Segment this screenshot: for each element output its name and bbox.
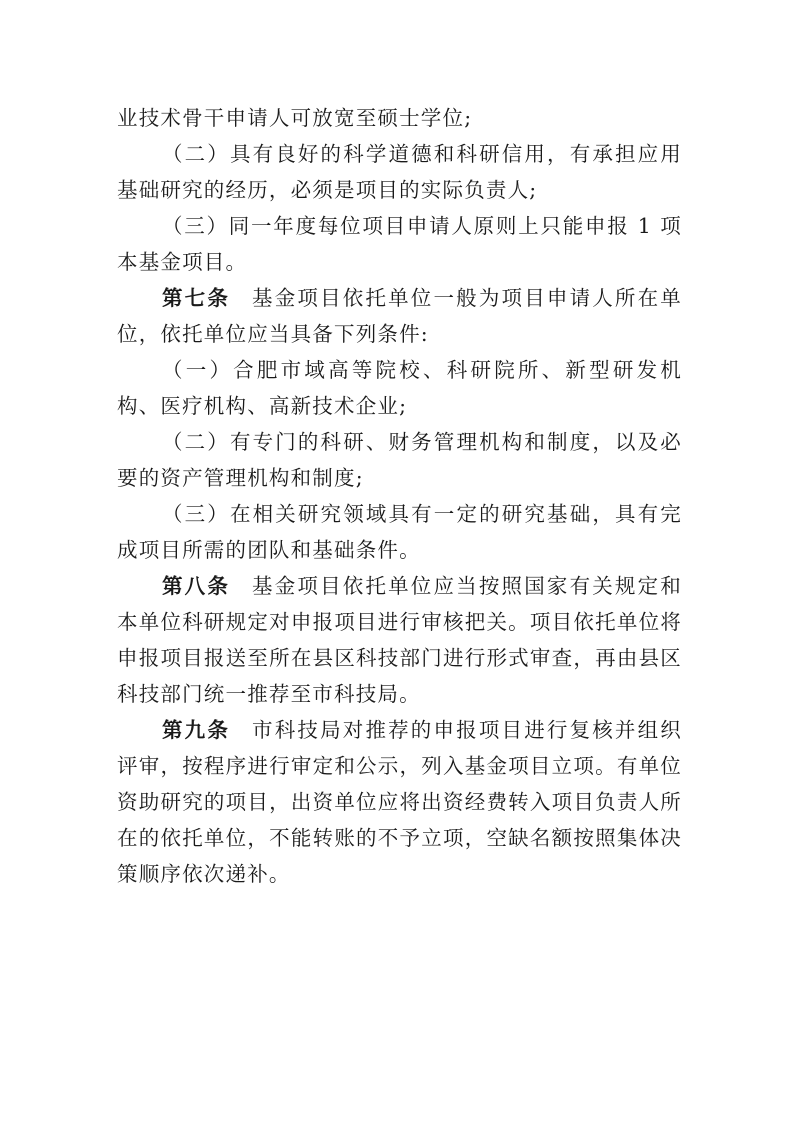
article-8 [117, 568, 682, 712]
paragraph-text: （一）合肥市域高等院校、科研院所、新型研发机构、医疗机构、高新技术企业; [117, 358, 682, 418]
paragraph-item-3 [117, 496, 682, 568]
article-label: 第七条 [162, 286, 231, 310]
paragraph-item-3 [117, 208, 682, 280]
paragraph-text: 业技术骨干申请人可放宽至硕士学位; [117, 106, 473, 130]
paragraph-continuation [117, 100, 682, 136]
paragraph-item-1 [117, 352, 682, 424]
article-7 [117, 280, 682, 352]
article-label: 第八条 [162, 574, 231, 598]
paragraph-text: （二）有专门的科研、财务管理机构和制度，以及必要的资产管理机构和制度; [117, 430, 682, 490]
paragraph-item-2 [117, 136, 682, 208]
article-9 [117, 712, 682, 892]
paragraph-item-2 [117, 424, 682, 496]
article-label: 第九条 [162, 718, 231, 742]
paragraph-text: （三）同一年度每位项目申请人原则上只能申报 1 项本基金项目。 [117, 214, 682, 274]
article-text: 基金项目依托单位一般为项目申请人所在单位，依托单位应当具备下列条件: [117, 286, 682, 346]
paragraph-text: （三）在相关研究领域具有一定的研究基础，具有完成项目所需的团队和基础条件。 [117, 502, 682, 562]
document-body [117, 100, 682, 892]
article-text: 市科技局对推荐的申报项目进行复核并组织评审，按程序进行审定和公示，列入基金项目立项。有单位资助研究的项目，出资单位应将出资经费转入项目负责人所在的依托单位，不能转账的不予立项，空缺名额按照集体决策顺序依次递补。 [117, 718, 682, 886]
article-text: 基金项目依托单位应当按照国家有关规定和本单位科研规定对申报项目进行审核把关。项目依托单位将申报项目报送至所在县区科技部门进行形式审查，再由县区科技部门统一推荐至市科技局。 [117, 574, 682, 706]
paragraph-text: （二）具有良好的科学道德和科研信用，有承担应用基础研究的经历，必须是项目的实际负责人; [117, 142, 682, 202]
